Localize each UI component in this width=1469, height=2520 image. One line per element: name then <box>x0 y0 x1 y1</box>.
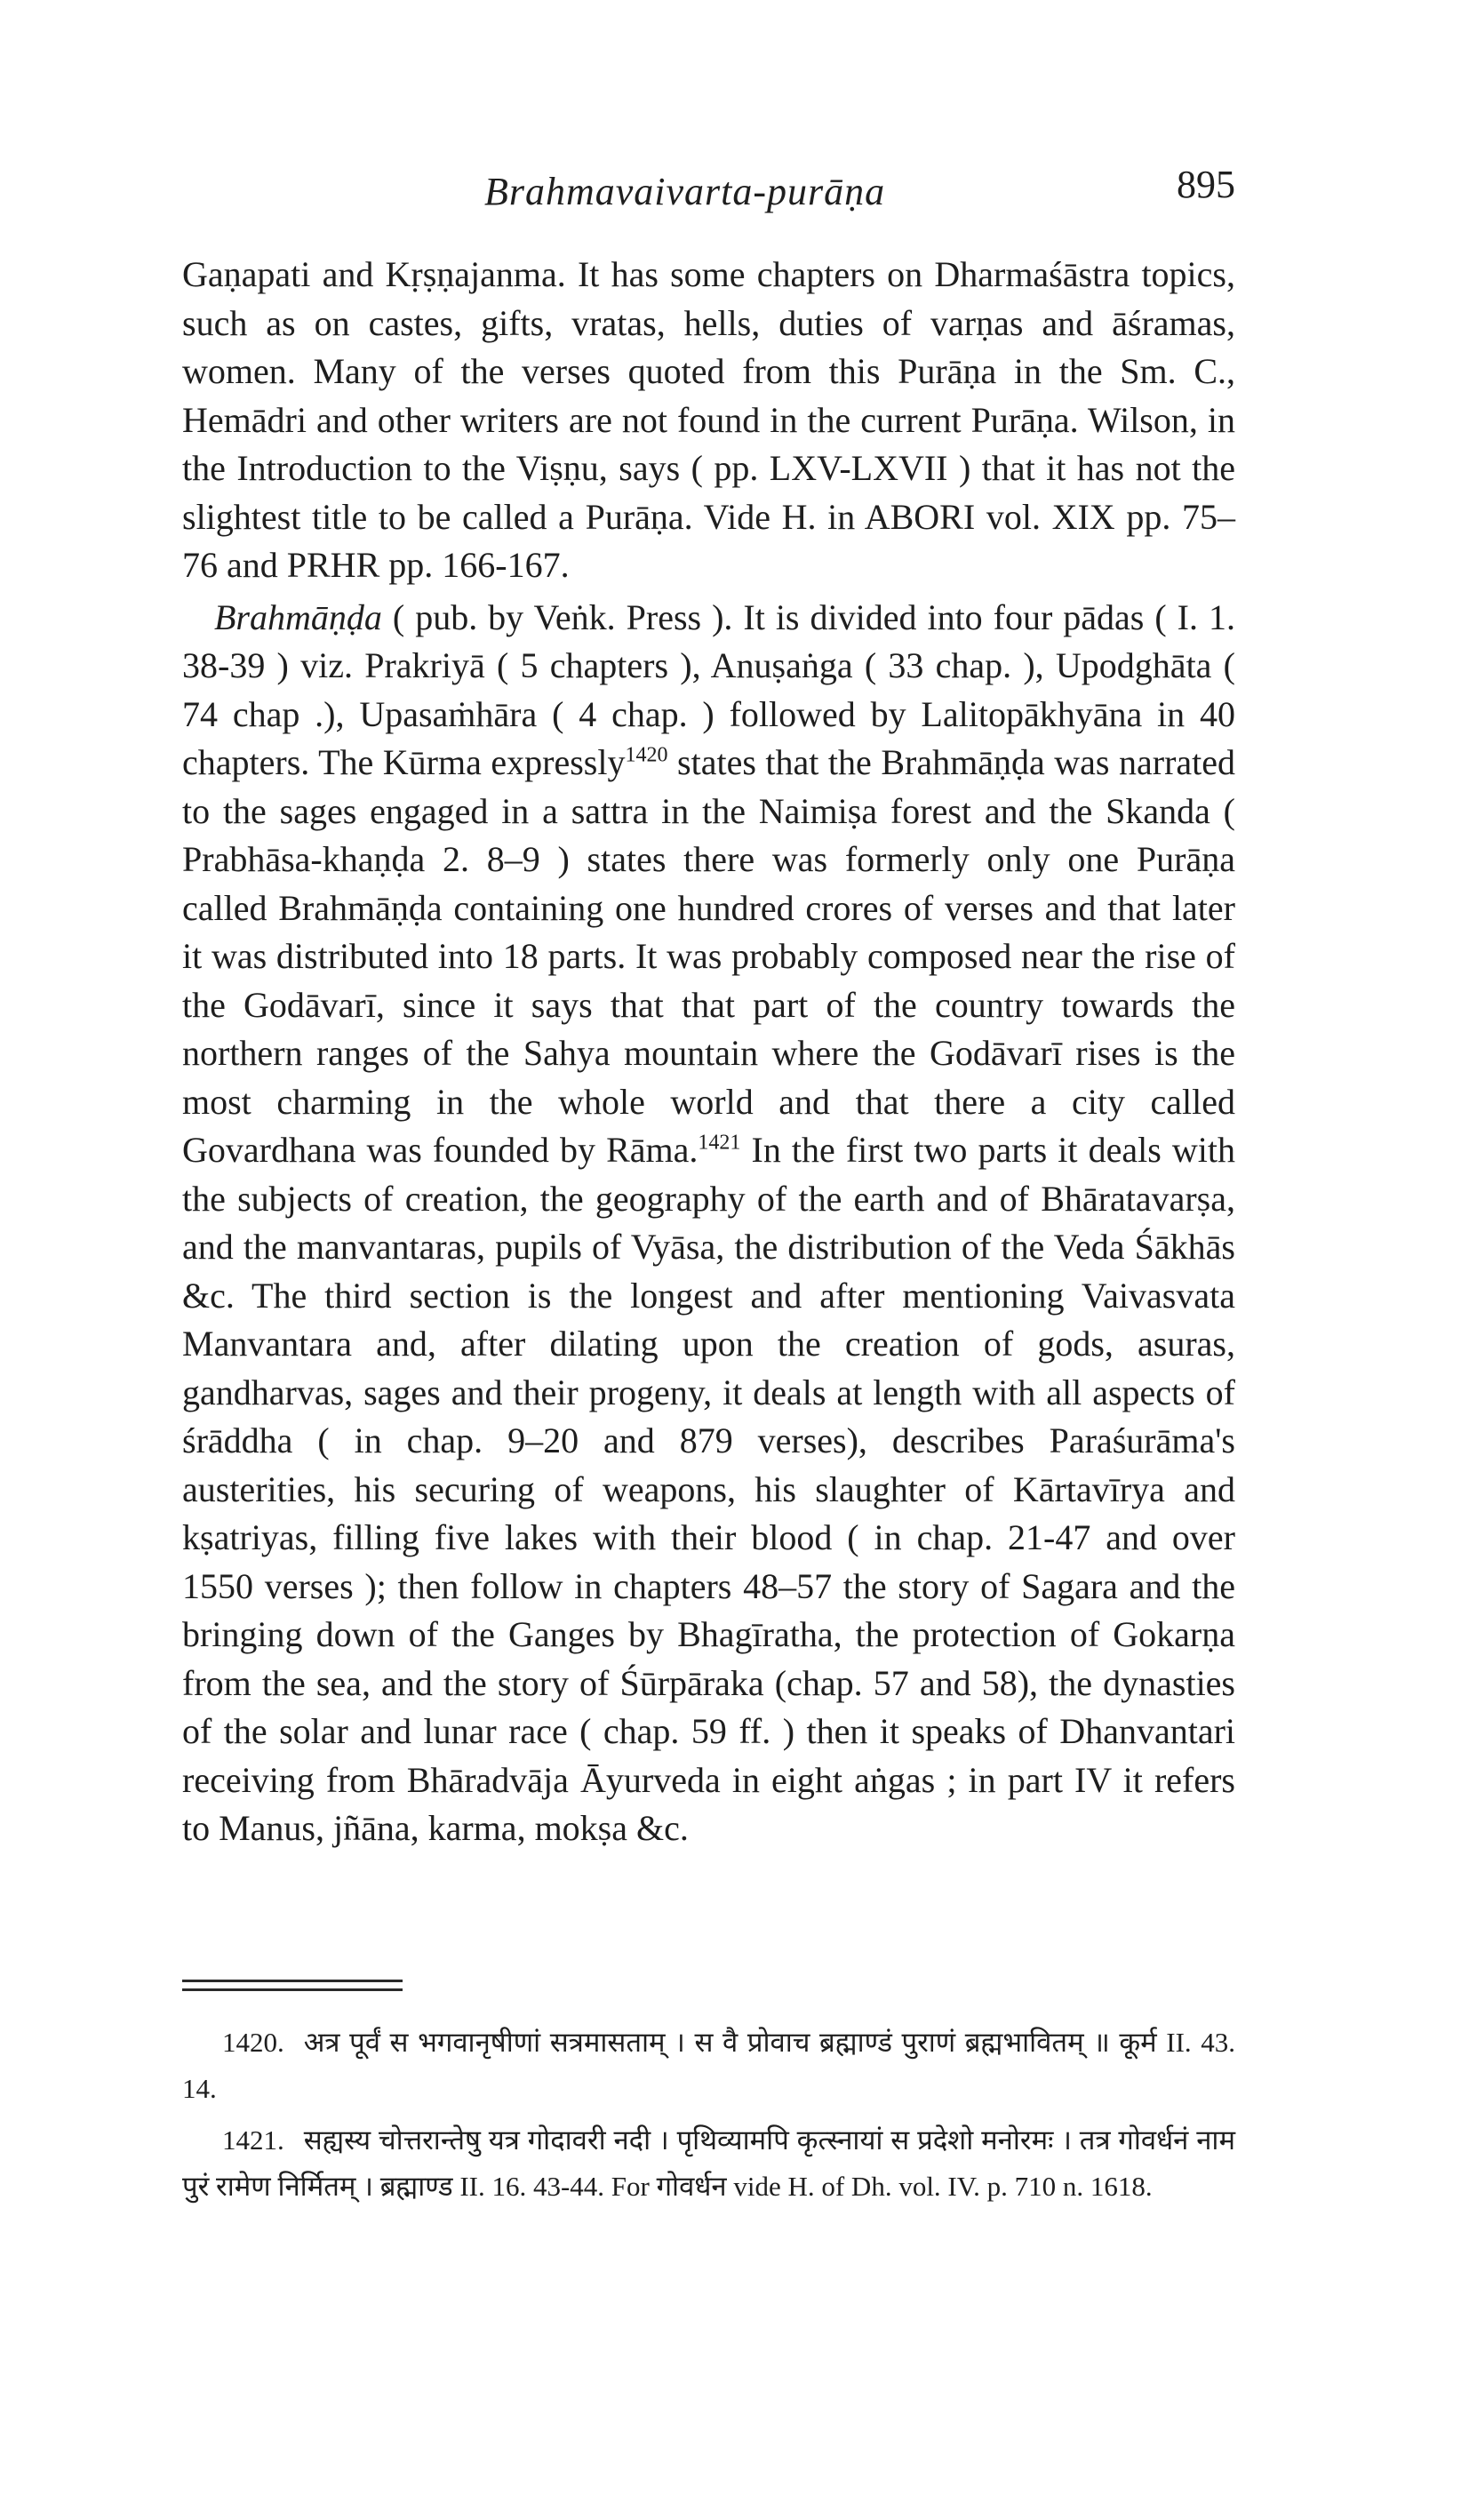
paragraph-lead-term: Brahmāṇḍa <box>214 596 382 637</box>
page-header <box>182 163 1235 222</box>
footnote-ref-1421[interactable]: 1421 <box>698 1131 741 1155</box>
footnote-1420 <box>182 2020 1235 2112</box>
footnote-divider-top <box>182 1980 403 1982</box>
paragraph-text-part-3: In the first two parts it deals with the subjects of creation, the geography of the earth and of Bhāratavarṣa, and the manvantaras, pupils of Vyāsa, the distribution of the Veda Śākhās &c. The third section is the longest and after mentioning Vaivasvata Manvantara and, after dilating upon the creation of gods, asuras, gandharvas, sages and their progeny, it deals at length with all aspects of śrāddha ( in chap. 9–20 and 879 verses), describes Paraśurāma's austerities, his securing of weapons, his slaughter of Kārtavīrya and kṣatriyas, filling five lakes with their blood ( in chap. 21-47 and over 1550 verses ); then follow in chapters 48–57 the story of Sagara and the bringing down of the Ganges by Bhagīratha, the protection of Gokarṇa from the sea, and the story of Śūrpāraka (chap. 57 and 58), the dynasties of the solar and lunar race ( chap. 59 ff. ) then it speaks of Dhanvantari receiving from Bhāradvāja Āyurveda in eight aṅgas ; in part IV it refers to Manus, jñāna, karma, mokṣa &c. <box>182 1130 1235 1848</box>
footnote-divider-bottom <box>182 1988 403 1991</box>
page-number: 895 <box>1177 163 1235 206</box>
footnote-1421 <box>182 2117 1235 2210</box>
footnote-ref-1420[interactable]: 1420 <box>625 743 668 767</box>
paragraph-brahmavaivarta: Gaṇapati and Kṛṣṇajanma. It has some chapters on Dharmaśāstra topics, such as on castes, gifts, vratas, hells, duties of varṇas and āśramas, women. Many of the verses quoted from this Purāṇa in the Sm. C., Hemādri and other writers are not found in the current Purāṇa. Wilson, in the Introduction to the Viṣṇu, says ( pp. LXV-LXVII ) that it has not the slightest title to be called a Purāṇa. Vide H. in ABORI vol. XIX pp. 75–76 and PRHR pp. 166-167. <box>182 254 1235 585</box>
footnote-number: 1420. <box>222 2027 284 2058</box>
paragraph-text-part-2: states that the Brahmāṇḍa was narrated to the sages engaged in a sattra in the Naimiṣa forest and the Skanda ( Prabhāsa-khaṇḍa 2. 8–9 ) states there was formerly only one Purāṇa called Brahmāṇḍa containing one hundred crores of verses and that later it was distributed into 18 parts. It was probably composed near the rise of the Godāvarī, since it says that that part of the country towards the northern ranges of the Sahya mountain where the Godāvarī rises is the most charming in the whole world and that there a city called Govardhana was founded by Rāma. <box>182 742 1236 1170</box>
footnote-text: अत्र पूर्वं स भगवानृषीणां सत्रमासताम् । स वै प्रोवाच ब्रह्माण्डं पुराणं ब्रह्मभावितम् ॥ कूर्म II. 43. 14. <box>182 2027 1235 2104</box>
footnotes <box>182 2020 1235 2210</box>
paragraph-text-part-1: ( pub. by Veṅk. Press ). It is divided into four pādas ( I. 1. 38-39 ) viz. Prakriyā ( 5 chapters ), Anuṣaṅga ( 33 chap. ), Upodghāta ( 74 chap .), Upasaṁhāra ( 4 chap. ) followed by Lalitopākhyāna in 40 chapters. The Kūrma expressly <box>182 596 1235 782</box>
footnote-text: सह्यस्य चोत्तरान्तेषु यत्र गोदावरी नदी । पृथिव्यामपि कृत्स्नायां स प्रदेशो मनोरमः । तत्र गोवर्धनं नाम पुरं रामेण निर्मितम् । ब्रह्माण्ड II. 16. 43-44. For गोवर्धन vide H. of Dh. vol. IV. p. 710 n. 1618. <box>182 2124 1235 2202</box>
body-text <box>182 251 1235 1853</box>
running-title: Brahmavaivarta-purāṇa <box>484 170 886 213</box>
footnote-number: 1421. <box>222 2124 284 2156</box>
paragraph-brahmanda <box>182 594 1235 1853</box>
